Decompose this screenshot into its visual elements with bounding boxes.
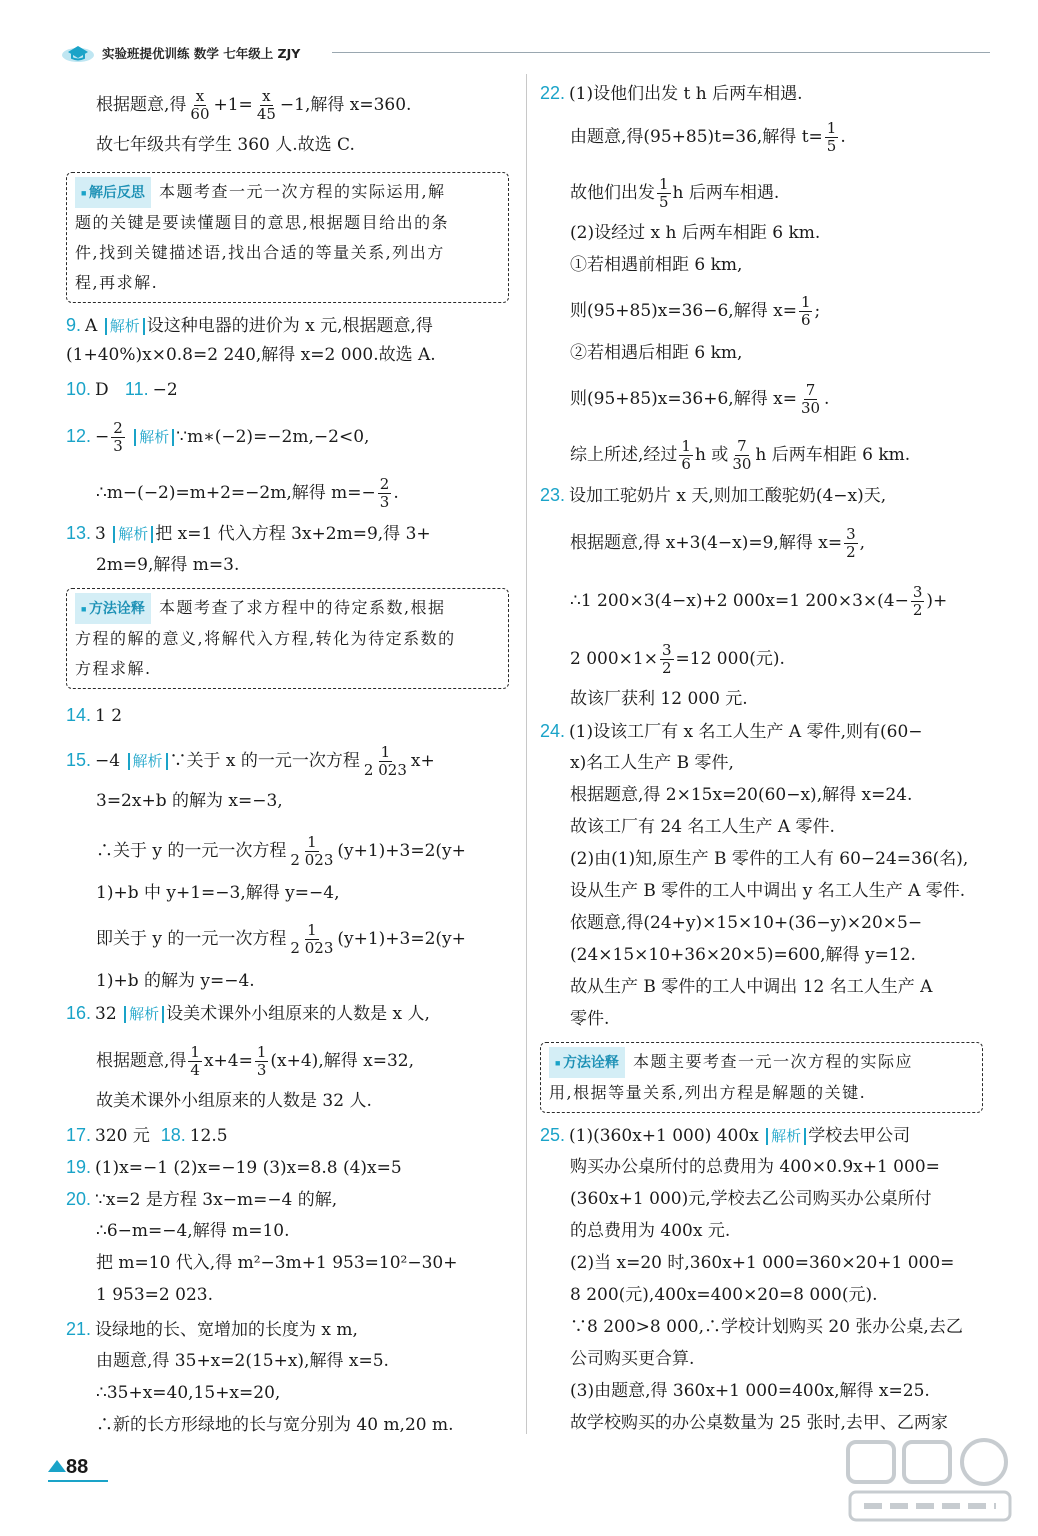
answer-line: 2m=9,解得 m=3.: [96, 555, 240, 575]
header-rule: [332, 52, 990, 53]
arrow-up-icon: [48, 1460, 66, 1472]
answer-23: 23. 设加工驼奶片 x 天,则加工酸驼奶(4−x)天,: [540, 485, 887, 506]
answer-14: 14. 1 2: [66, 705, 123, 726]
answer-line: ∴6−m=−4,解得 m=10.: [96, 1221, 290, 1241]
answer-line: 8 200(元),400x=400×20=8 000(元).: [570, 1285, 878, 1305]
answer-line: 1)+b 的解为 y=−4.: [96, 971, 255, 991]
answer-line: ∵8 200>8 000,∴学校计划购买 20 张办公桌,去乙: [570, 1317, 963, 1337]
answer-line: (1+40%)x×0.8=2 240,解得 x=2 000.故选 A.: [66, 345, 436, 365]
answer-line: 2 000×1× $\frac{3}{2}$ =12 000(元).: [570, 641, 785, 677]
analysis-tag: 解析: [128, 753, 168, 770]
header-title: 实验班提优训练 数学 七年级上 ZJY: [102, 46, 301, 61]
page-number: 88: [48, 1456, 108, 1484]
answer-line: 由题意,得(95+85)t=36,解得 t= $\frac{1}{5}$ .: [570, 119, 846, 155]
answer-16: 16. 32 解析 设美术课外小组原来的人数是 x 人,: [66, 1003, 430, 1024]
reflection-note-box: ■ 解后反思 本题考查一元一次方程的实际运用,解 题的关键是要读懂题目的意思,根据题目给出的条 件,找到关键描述语,找出合适的等量关系,列出方 程,再求解.: [66, 172, 509, 303]
note-label: ■ 解后反思: [75, 177, 151, 208]
answer-line: 购买办公桌所付的总费用为 400×0.9x+1 000=: [570, 1157, 940, 1177]
answer-line: 根据题意,得 x+3(4−x)=9,解得 x= $\frac{3}{2}$ ,: [570, 525, 866, 561]
answer-17-18: 17. 320 元 18. 12.5: [66, 1125, 228, 1146]
answer-line: (2)当 x=20 时,360x+1 000=360×20+1 000=: [570, 1253, 955, 1273]
answer-line: (24×15×10+36×20×5)=600,解得 y=12.: [570, 945, 916, 965]
answer-line: 根据题意,得 2×15x=20(60−x),解得 x=24.: [570, 785, 913, 805]
answer-line: ②若相遇后相距 6 km,: [570, 343, 743, 363]
answer-25: 25. (1)(360x+1 000) 400x 解析 学校去甲公司: [540, 1125, 911, 1146]
answer-line: 公司购买更合算.: [570, 1349, 695, 1369]
answer-line: 故该厂获利 12 000 元.: [570, 689, 748, 709]
answer-line: ①若相遇前相距 6 km,: [570, 255, 743, 275]
answer-line: 3=2x+b 的解为 x=−3,: [96, 791, 283, 811]
answer-line: 故美术课外小组原来的人数是 32 人.: [96, 1091, 372, 1111]
answer-line: 故七年级共有学生 360 人.故选 C.: [96, 135, 355, 155]
answer-line: 故该工厂有 24 名工人生产 A 零件.: [570, 817, 835, 837]
answer-line: ∴m−(−2)=m+2=−2m,解得 m=− $\frac{2}{3}$ .: [96, 475, 399, 511]
watermark-logo: [840, 1436, 1020, 1526]
answer-22: 22. (1)设他们出发 t h 后两车相遇.: [540, 83, 803, 104]
analysis-tag: 解析: [105, 318, 145, 335]
answer-line: 根据题意,得 $\frac{1}{4}$ x+4= $\frac{1}{3}$ (x+4),解得 x=32,: [96, 1043, 414, 1079]
analysis-tag: 解析: [134, 429, 174, 446]
answer-10-11: 10. D 11. −2: [66, 379, 178, 400]
note-label: ■ 方法诠释: [549, 1047, 625, 1078]
book-logo-icon: [60, 40, 96, 64]
method-note-box: ■ 方法诠释 本题考查了求方程中的待定系数,根据 方程的解的意义,将解代入方程,转化为待定系数的 方程求解.: [66, 588, 509, 689]
answer-12: 12. − $\frac{2}{3}$ 解析 ∵m∗(−2)=−2m,−2<0,: [66, 419, 370, 455]
answer-20: 20. ∵x=2 是方程 3x−m=−4 的解,: [66, 1189, 338, 1210]
answer-line: 故从生产 B 零件的工人中调出 12 名工人生产 A: [570, 977, 933, 997]
answer-line: 根据题意,得 $\frac{x}{60}$ +1= $\frac{x}{45}$ −1,解得 x=360.: [96, 87, 412, 123]
answer-9: 9. A 解析 设这种电器的进价为 x 元,根据题意,得: [66, 315, 433, 336]
answer-line: 则(95+85)x=36−6,解得 x= $\frac{1}{6}$ ;: [570, 293, 821, 329]
answer-13: 13. 3 解析 把 x=1 代入方程 3x+2m=9,得 3+: [66, 523, 431, 544]
answer-line: 把 m=10 代入,得 m²−3m+1 953=10²−30+: [96, 1253, 458, 1273]
page-header: [60, 38, 990, 68]
answer-line: (360x+1 000)元,学校去乙公司购买办公桌所付: [570, 1189, 932, 1209]
analysis-tag: 解析: [113, 526, 153, 543]
answer-19: 19. (1)x=−1 (2)x=−19 (3)x=8.8 (4)x=5: [66, 1157, 402, 1178]
answer-line: 依题意,得(24+y)×15×10+(36−y)×20×5−: [570, 913, 923, 933]
column-separator: [526, 74, 527, 1434]
answer-line: 由题意,得 35+x=2(15+x),解得 x=5.: [96, 1351, 389, 1371]
answer-line: (3)由题意,得 360x+1 000=400x,解得 x=25.: [570, 1381, 930, 1401]
answer-line: ∴关于 y 的一元一次方程 $\frac{1}{2 023}$ (y+1)+3=2(y+: [96, 833, 466, 869]
answer-line: ∴新的长方形绿地的长与宽分别为 40 m,20 m.: [96, 1415, 454, 1435]
answer-line: 故学校购买的办公桌数量为 25 张时,去甲、乙两家: [570, 1413, 948, 1433]
analysis-tag: 解析: [766, 1128, 806, 1145]
answer-line: 设从生产 B 零件的工人中调出 y 名工人生产 A 零件.: [570, 881, 966, 901]
answer-line: (2)设经过 x h 后两车相距 6 km.: [570, 223, 821, 243]
answer-line: 1)+b 中 y+1=−3,解得 y=−4,: [96, 883, 340, 903]
answer-line: ∴1 200×3(4−x)+2 000x=1 200×3×(4− $\frac{3}{2}$ )+: [570, 583, 948, 619]
answer-line: 零件.: [570, 1009, 610, 1029]
answer-line: ∴35+x=40,15+x=20,: [96, 1383, 281, 1403]
answer-24: 24. (1)设该工厂有 x 名工人生产 A 零件,则有(60−: [540, 721, 923, 742]
answer-15: 15. −4 解析 ∵关于 x 的一元一次方程 $\frac{1}{2 023}$ x+: [66, 743, 435, 779]
answer-line: 综上所述,经过 $\frac{1}{6}$ h 或 $\frac{7}{30}$ h 后两车相距 6 km.: [570, 437, 911, 473]
answer-line: 即关于 y 的一元一次方程 $\frac{1}{2 023}$ (y+1)+3=2(y+: [96, 921, 466, 957]
answer-21: 21. 设绿地的长、宽增加的长度为 x m,: [66, 1319, 358, 1340]
answer-line: x)名工人生产 B 零件,: [570, 753, 734, 773]
answer-line: 则(95+85)x=36+6,解得 x= $\frac{7}{30}$ .: [570, 381, 830, 417]
answer-line: 1 953=2 023.: [96, 1285, 213, 1305]
note-label: ■ 方法诠释: [75, 593, 151, 624]
answer-line: 的总费用为 400x 元.: [570, 1221, 731, 1241]
method-note-box: ■ 方法诠释 本题主要考查一元一次方程的实际应 用,根据等量关系,列出方程是解题的关键.: [540, 1042, 983, 1113]
answer-line: (2)由(1)知,原生产 B 零件的工人有 60−24=36(名),: [570, 849, 969, 869]
answer-line: 故他们出发 $\frac{1}{5}$ h 后两车相遇.: [570, 175, 780, 211]
analysis-tag: 解析: [124, 1006, 164, 1023]
